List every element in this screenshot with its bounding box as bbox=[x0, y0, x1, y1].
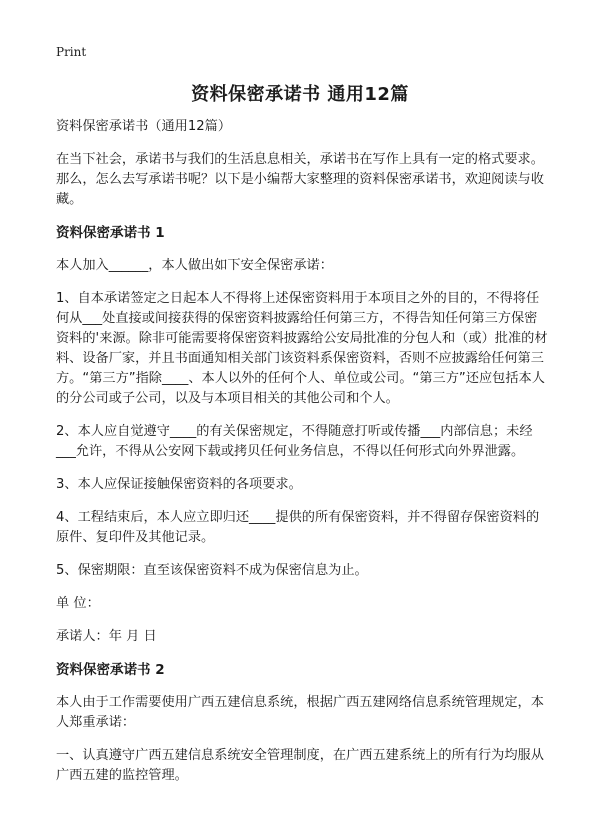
section2-paragraph-1: 一、认真遵守广西五建信息系统安全管理制度，在广西五建系统上的所有行为均服从广西五建的监控管理。 bbox=[56, 748, 544, 783]
section1-paragraph-1: 1、自本承诺签定之日起本人不得将上述保密资料用于本项目之外的目的，不得将任何从___处直接或间接获得的保密资料披露给任何第三方，不得告知任何第三方保密资料的'来源。除非可能需要将保密资料披露给公安局批准的分包人和（或）批准的材料、设备厂家，并且书面通知相关部门该资料系保密资料，否则不应披露给任何第三方。“第三方”指除____、本人以外的任何个人、单位或公司。“第三方”还应包括本人的分公司或子公司，以及与本项目相关的其他公司和个人。 bbox=[56, 291, 548, 406]
section1-paragraph-4: 4、工程结束后，本人应立即归还____提供的所有保密资料，并不得留存保密资料的原件、复印件及其他记录。 bbox=[56, 510, 540, 545]
section2-paragraph-0: 本人由于工作需要使用广西五建信息系统，根据广西五建网络信息系统管理规定，本人郑重承诺： bbox=[56, 695, 544, 730]
unit-line: 单 位： bbox=[56, 596, 100, 611]
section-heading-2: 资料保密承诺书 2 bbox=[56, 662, 165, 678]
section1-paragraph-5: 5、保密期限：直至该保密资料不成为保密信息为止。 bbox=[56, 563, 368, 578]
section1-paragraph-2: 2、本人应自觉遵守____的有关保密规定，不得随意打听或传播___内部信息；未经___允许，不得从公安网下载或拷贝任何业务信息，不得以任何形式向外界泄露。 bbox=[56, 424, 533, 459]
section1-paragraph-3: 3、本人应保证接触保密资料的各项要求。 bbox=[56, 477, 302, 492]
signer-line: 承诺人：年 月 日 bbox=[56, 629, 157, 644]
intro-paragraph: 在当下社会，承诺书与我们的生活息息相关，承诺书在写作上具有一定的格式要求。那么，怎么去写承诺书呢？以下是小编帮大家整理的资料保密承诺书，欢迎阅读与收藏。 bbox=[56, 152, 544, 207]
document-body bbox=[56, 117, 550, 799]
document-subtitle: 资料保密承诺书（通用12篇） bbox=[56, 119, 232, 134]
page-title: 资料保密承诺书 通用12篇 bbox=[191, 84, 409, 105]
print-link[interactable]: Print bbox=[56, 45, 87, 59]
section-heading-1: 资料保密承诺书 1 bbox=[56, 225, 165, 241]
section1-paragraph-0: 本人加入______，本人做出如下安全保密承诺： bbox=[56, 258, 333, 273]
